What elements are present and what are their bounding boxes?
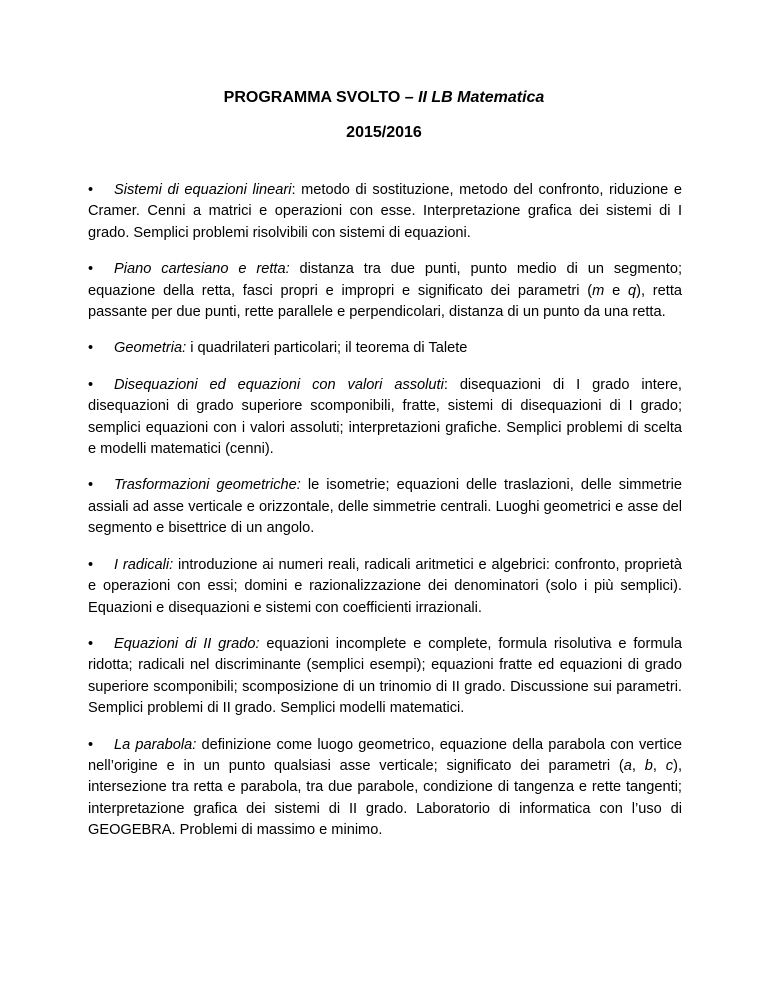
list-item-trasformazioni [88, 475, 682, 539]
topic-text: distanza tra due punti, punto medio di un segmento; equazione della retta, fasci propri e impropri e significato dei parametri ( [88, 261, 682, 299]
title-main: PROGRAMMA SVOLTO – [223, 89, 419, 106]
separator: , [652, 757, 666, 774]
list-item-sistemi [88, 180, 682, 244]
topic-text: : disequazioni di I grado intere, disequazioni di grado superiore scomponibili, fratte, sistemi di disequazioni di I grado; semplici equazioni con i valori assoluti; interpretazioni grafiche. Semplici problemi di scelta e modelli matematici (cenni). [88, 376, 682, 458]
topic-title: La parabola: [114, 736, 197, 753]
bullet-icon: • [88, 261, 94, 278]
list-item-disequazioni [88, 375, 682, 461]
topic-text-continued: ), intersezione tra retta e parabola, tra due parabole, condizione di tangenza e rette tangenti; interpretazione grafica dei sistemi di II grado. Laboratorio di informatica con l’uso di GEOGEBRA. Problemi di massimo e minimo. [88, 757, 683, 839]
param-q: q [627, 282, 637, 299]
topic-text: i quadrilateri particolari; il teorema di Talete [186, 340, 468, 357]
list-item-geometria [88, 338, 682, 359]
topic-text: definizione come luogo geometrico, equazione della parabola con vertice nell’origine e in un punto qualsiasi asse verticale; significato dei parametri ( [88, 736, 682, 774]
topic-title: I radicali: [114, 556, 174, 573]
list-item-piano-cartesiano [88, 259, 682, 323]
bullet-icon: • [88, 635, 94, 652]
param-m: m [592, 282, 605, 299]
separator: , [631, 757, 645, 774]
param-a: a [623, 757, 632, 774]
school-year: 2015/2016 [346, 124, 422, 141]
topic-title: Equazioni di II grado: [114, 635, 260, 652]
topic-title: Trasformazioni geometriche: [114, 477, 301, 494]
list-item-radicali [88, 555, 682, 619]
topic-text: equazioni incomplete e complete, formula risolutiva e formula ridotta; radicali nel discriminante (semplici esempi); equazioni fratte ed equazioni di grado superiore scomponibili; scomposizione di un trinomio di II grado. Discussione sui parametri. Semplici problemi di II grado. Semplici modelli matematici. [88, 635, 682, 717]
bullet-icon: • [88, 376, 94, 393]
bullet-icon: • [88, 556, 94, 573]
bullet-icon: • [88, 477, 94, 494]
program-list [88, 180, 682, 857]
param-c: c [665, 757, 674, 774]
topic-title: Geometria: [114, 340, 187, 357]
topic-title: Piano cartesiano e retta: [114, 261, 290, 278]
list-item-equazioni-ii-grado [88, 634, 682, 720]
topic-title: Sistemi di equazioni lineari [114, 182, 292, 198]
bullet-icon: • [88, 736, 94, 753]
bullet-icon: • [88, 340, 94, 357]
conjunction: e [604, 282, 628, 299]
bullet-icon: • [88, 182, 94, 198]
topic-text: introduzione ai numeri reali, radicali aritmetici e algebrici: confronto, proprietà e operazioni con essi; domini e razionalizzazione dei denominatori (solo i più semplici). Equazioni e disequazioni e sistemi con coefficienti irrazionali. [88, 556, 682, 616]
topic-text-continued: ), retta passante per due punti, rette parallele e perpendicolari, distanza di un punto da una retta. [88, 282, 682, 321]
title-class-subject: II LB Matematica [418, 89, 545, 106]
topic-text: : metodo di sostituzione, metodo del confronto, riduzione e Cramer. Cenni a matrici e operazioni con esse. Interpretazione grafica dei sistemi di I grado. Semplici problemi risolvibili con sistemi di equazioni. [88, 182, 682, 241]
document-title [0, 89, 768, 107]
topic-text: le isometrie; equazioni delle traslazioni, delle simmetrie assiali ad asse verticale e orizzontale, delle simmetrie centrali. Luoghi geometrici e asse del segmento e bisettrice di un angolo. [88, 477, 682, 537]
param-b: b [644, 757, 653, 774]
topic-title: Disequazioni ed equazioni con valori assoluti [114, 376, 444, 393]
list-item-parabola [88, 735, 682, 842]
